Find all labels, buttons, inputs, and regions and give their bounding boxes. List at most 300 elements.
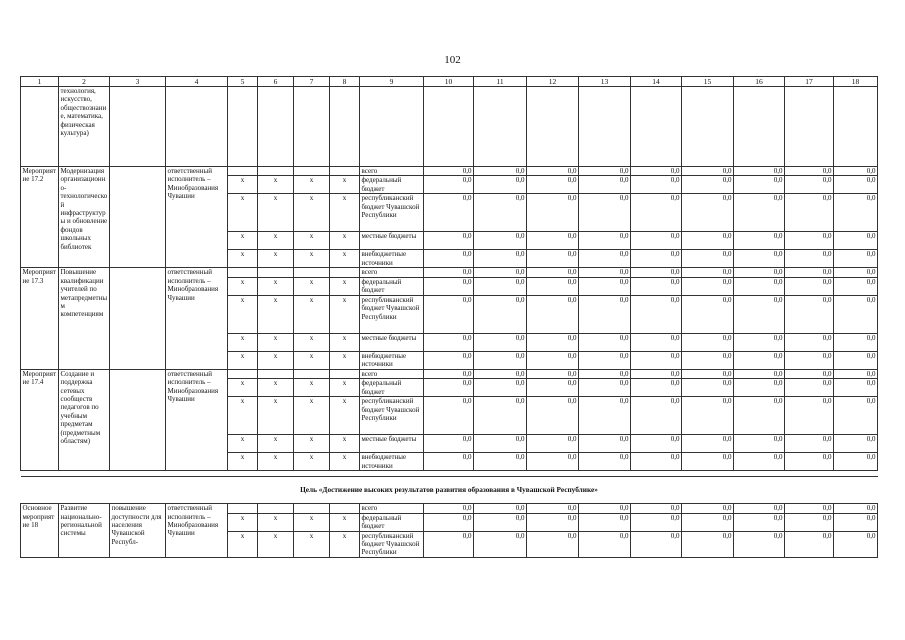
code-cell [228,369,258,378]
code-x: x [258,531,294,557]
amount-cell: 0,0 [734,513,785,531]
amount-cell: 0,0 [474,513,527,531]
amount-cell: 0,0 [734,194,785,232]
empty-cell [834,87,878,167]
code-cell [294,268,330,277]
code-x: x [330,277,360,295]
amount-cell: 0,0 [474,453,527,471]
code-x: x [330,232,360,250]
code-x: x [258,333,294,351]
code-x: x [258,397,294,435]
amount-cell: 0,0 [785,167,834,176]
code-cell [228,167,258,176]
amount-cell: 0,0 [527,397,579,435]
empty-cell [110,87,166,167]
code-x: x [258,513,294,531]
amount-cell: 0,0 [734,232,785,250]
amount-cell: 0,0 [579,194,631,232]
code-x: x [294,176,330,194]
amount-cell: 0,0 [631,333,682,351]
column-number: 14 [631,77,682,87]
amount-cell: 0,0 [834,277,878,295]
funding-source: всего [360,369,424,378]
amount-cell: 0,0 [631,194,682,232]
amount-cell: 0,0 [734,351,785,369]
code-x: x [258,435,294,453]
amount-cell: 0,0 [474,369,527,378]
code-x: x [258,250,294,268]
code-x: x [330,351,360,369]
code-cell [294,167,330,176]
column-number-row [21,77,878,87]
funding-source: местные бюджеты [360,333,424,351]
amount-cell: 0,0 [579,167,631,176]
column-number: 2 [59,77,110,87]
code-x: x [294,295,330,333]
amount-cell: 0,0 [834,167,878,176]
amount-cell: 0,0 [834,176,878,194]
amount-cell: 0,0 [631,351,682,369]
amount-cell: 0,0 [785,333,834,351]
amount-cell: 0,0 [682,333,734,351]
amount-cell: 0,0 [424,194,474,232]
amount-cell: 0,0 [474,250,527,268]
amount-cell: 0,0 [424,435,474,453]
amount-cell: 0,0 [474,232,527,250]
amount-cell: 0,0 [785,277,834,295]
amount-cell: 0,0 [579,333,631,351]
amount-cell: 0,0 [527,531,579,557]
event-code: Мероприятие 17.4 [21,369,59,470]
code-x: x [294,435,330,453]
code-x: x [330,176,360,194]
code-x: x [228,435,258,453]
goal-row [21,477,878,504]
event-source-row [21,268,878,277]
amount-cell: 0,0 [682,513,734,531]
amount-cell: 0,0 [579,268,631,277]
funding-source: всего [360,504,424,513]
code-x: x [330,435,360,453]
amount-cell: 0,0 [424,513,474,531]
amount-cell: 0,0 [785,513,834,531]
event-col3 [110,268,166,369]
code-x: x [294,250,330,268]
column-number: 9 [360,77,424,87]
amount-cell: 0,0 [734,250,785,268]
code-cell [228,504,258,513]
event-col3 [110,167,166,268]
amount-cell: 0,0 [631,250,682,268]
amount-cell: 0,0 [682,397,734,435]
amount-cell: 0,0 [474,435,527,453]
amount-cell: 0,0 [631,513,682,531]
amount-cell: 0,0 [682,250,734,268]
amount-cell: 0,0 [734,379,785,397]
budget-table [20,76,878,558]
empty-cell [631,87,682,167]
amount-cell: 0,0 [834,194,878,232]
amount-cell: 0,0 [527,351,579,369]
funding-source: внебюджетные источники [360,250,424,268]
amount-cell: 0,0 [579,232,631,250]
funding-source: республиканский бюджет Чувашской Республики [360,295,424,333]
code-x: x [294,194,330,232]
amount-cell: 0,0 [631,176,682,194]
amount-cell: 0,0 [527,194,579,232]
code-x: x [228,277,258,295]
amount-cell: 0,0 [785,232,834,250]
code-x: x [330,250,360,268]
amount-cell: 0,0 [474,379,527,397]
code-cell [258,504,294,513]
event-code: Основное мероприятие 18 [21,504,59,558]
amount-cell: 0,0 [734,333,785,351]
amount-cell: 0,0 [682,167,734,176]
amount-cell: 0,0 [424,277,474,295]
code-x: x [294,397,330,435]
amount-cell: 0,0 [579,397,631,435]
code-x: x [294,277,330,295]
amount-cell: 0,0 [785,369,834,378]
amount-cell: 0,0 [682,295,734,333]
amount-cell: 0,0 [527,369,579,378]
code-cell [21,87,59,167]
code-x: x [258,277,294,295]
funding-source: федеральный бюджет [360,176,424,194]
amount-cell: 0,0 [631,397,682,435]
code-x: x [228,351,258,369]
amount-cell: 0,0 [734,531,785,557]
event-name: Модернизация организационно-технологической инфраструктуры и обновление фондов школьных библиотек [59,167,110,268]
code-cell [330,369,360,378]
empty-cell [424,87,474,167]
code-cell [258,268,294,277]
amount-cell: 0,0 [785,531,834,557]
empty-cell [258,87,294,167]
amount-cell: 0,0 [474,333,527,351]
amount-cell: 0,0 [474,397,527,435]
amount-cell: 0,0 [424,232,474,250]
code-x: x [330,333,360,351]
code-x: x [294,531,330,557]
amount-cell: 0,0 [474,351,527,369]
amount-cell: 0,0 [474,176,527,194]
amount-cell: 0,0 [682,504,734,513]
amount-cell: 0,0 [579,504,631,513]
amount-cell: 0,0 [785,453,834,471]
amount-cell: 0,0 [527,435,579,453]
code-x: x [228,295,258,333]
code-x: x [228,232,258,250]
amount-cell: 0,0 [527,277,579,295]
column-number: 6 [258,77,294,87]
amount-cell: 0,0 [734,369,785,378]
funding-source: федеральный бюджет [360,379,424,397]
amount-cell: 0,0 [734,277,785,295]
amount-cell: 0,0 [631,435,682,453]
amount-cell: 0,0 [785,250,834,268]
name-cell: технология, искусство, обществознание, математика, физическая культура) [59,87,110,167]
event-source-row [21,504,878,513]
amount-cell: 0,0 [579,379,631,397]
amount-cell: 0,0 [834,295,878,333]
amount-cell: 0,0 [834,397,878,435]
column-number: 3 [110,77,166,87]
amount-cell: 0,0 [424,351,474,369]
amount-cell: 0,0 [424,379,474,397]
amount-cell: 0,0 [579,531,631,557]
amount-cell: 0,0 [682,379,734,397]
amount-cell: 0,0 [834,351,878,369]
column-number: 7 [294,77,330,87]
column-number: 13 [579,77,631,87]
code-cell [258,369,294,378]
amount-cell: 0,0 [682,232,734,250]
amount-cell: 0,0 [785,268,834,277]
empty-cell [527,87,579,167]
amount-cell: 0,0 [682,277,734,295]
amount-cell: 0,0 [631,277,682,295]
amount-cell: 0,0 [579,453,631,471]
column-number: 8 [330,77,360,87]
amount-cell: 0,0 [474,268,527,277]
event-name: Повышение квалификации учителей по метапредметным компетенциям [59,268,110,369]
column-number: 4 [166,77,228,87]
amount-cell: 0,0 [734,504,785,513]
amount-cell: 0,0 [424,333,474,351]
amount-cell: 0,0 [834,379,878,397]
code-x: x [228,333,258,351]
code-x: x [294,351,330,369]
amount-cell: 0,0 [834,435,878,453]
amount-cell: 0,0 [785,397,834,435]
funding-source: внебюджетные источники [360,351,424,369]
code-x: x [258,379,294,397]
event-code: Мероприятие 17.2 [21,167,59,268]
funding-source: республиканский бюджет Чувашской Республики [360,397,424,435]
funding-source: федеральный бюджет [360,277,424,295]
amount-cell: 0,0 [474,295,527,333]
funding-source: внебюджетные источники [360,453,424,471]
code-x: x [258,351,294,369]
amount-cell: 0,0 [631,369,682,378]
responsible-executor: ответственный исполнитель – Минобразования Чувашии [166,167,228,268]
empty-cell [228,87,258,167]
responsible-executor: ответственный исполнитель – Минобразования Чувашии [166,268,228,369]
code-x: x [228,397,258,435]
code-x: x [228,379,258,397]
code-x: x [228,176,258,194]
event-source-row [21,369,878,378]
code-x: x [330,295,360,333]
event-col3 [110,369,166,470]
event-col3: повышение доступности для населения Чувашской Республ- [110,504,166,558]
code-x: x [330,513,360,531]
code-cell [294,369,330,378]
amount-cell: 0,0 [834,232,878,250]
amount-cell: 0,0 [527,268,579,277]
amount-cell: 0,0 [785,176,834,194]
empty-cell [579,87,631,167]
amount-cell: 0,0 [424,504,474,513]
amount-cell: 0,0 [527,176,579,194]
amount-cell: 0,0 [474,194,527,232]
code-x: x [330,453,360,471]
column-number: 16 [734,77,785,87]
amount-cell: 0,0 [474,167,527,176]
amount-cell: 0,0 [682,453,734,471]
column-number: 11 [474,77,527,87]
amount-cell: 0,0 [682,194,734,232]
code-x: x [228,513,258,531]
amount-cell: 0,0 [527,250,579,268]
amount-cell: 0,0 [527,453,579,471]
amount-cell: 0,0 [527,513,579,531]
event-name: Создание и поддержка сетевых сообществ педагогов по учебным предметам (предметным областям) [59,369,110,470]
amount-cell: 0,0 [631,268,682,277]
funding-source: республиканский бюджет Чувашской Республики [360,194,424,232]
amount-cell: 0,0 [579,435,631,453]
amount-cell: 0,0 [527,295,579,333]
amount-cell: 0,0 [785,351,834,369]
amount-cell: 0,0 [631,504,682,513]
code-cell [258,167,294,176]
amount-cell: 0,0 [424,453,474,471]
amount-cell: 0,0 [785,194,834,232]
amount-cell: 0,0 [631,167,682,176]
amount-cell: 0,0 [734,453,785,471]
amount-cell: 0,0 [834,268,878,277]
amount-cell: 0,0 [424,167,474,176]
code-x: x [258,194,294,232]
amount-cell: 0,0 [474,504,527,513]
column-number: 10 [424,77,474,87]
amount-cell: 0,0 [527,504,579,513]
amount-cell: 0,0 [579,277,631,295]
funding-source: всего [360,268,424,277]
event-source-row [21,167,878,176]
code-cell [330,167,360,176]
amount-cell: 0,0 [734,268,785,277]
code-x: x [330,531,360,557]
goal-title: Цель «Достижение высоких результатов развития образования в Чувашской Республике» [21,477,878,504]
code-x: x [294,513,330,531]
amount-cell: 0,0 [527,333,579,351]
amount-cell: 0,0 [682,176,734,194]
amount-cell: 0,0 [785,435,834,453]
amount-cell: 0,0 [734,435,785,453]
amount-cell: 0,0 [734,397,785,435]
code-x: x [294,333,330,351]
amount-cell: 0,0 [834,453,878,471]
code-x: x [294,453,330,471]
amount-cell: 0,0 [682,369,734,378]
amount-cell: 0,0 [631,295,682,333]
amount-cell: 0,0 [527,232,579,250]
code-x: x [258,453,294,471]
amount-cell: 0,0 [424,268,474,277]
code-cell [330,268,360,277]
code-x: x [258,232,294,250]
amount-cell: 0,0 [424,397,474,435]
amount-cell: 0,0 [579,513,631,531]
amount-cell: 0,0 [579,250,631,268]
empty-cell [330,87,360,167]
empty-cell [294,87,330,167]
amount-cell: 0,0 [682,351,734,369]
amount-cell: 0,0 [734,176,785,194]
column-number: 18 [834,77,878,87]
empty-cell [474,87,527,167]
code-x: x [228,194,258,232]
amount-cell: 0,0 [785,295,834,333]
code-cell [330,504,360,513]
code-x: x [294,232,330,250]
code-x: x [228,250,258,268]
code-x: x [228,531,258,557]
amount-cell: 0,0 [834,504,878,513]
code-x: x [228,453,258,471]
amount-cell: 0,0 [834,333,878,351]
amount-cell: 0,0 [527,379,579,397]
responsible-executor: ответственный исполнитель – Минобразования Чувашии [166,369,228,470]
code-x: x [258,295,294,333]
amount-cell: 0,0 [424,250,474,268]
amount-cell: 0,0 [527,167,579,176]
amount-cell: 0,0 [734,167,785,176]
page-number: 102 [444,54,461,66]
amount-cell: 0,0 [834,369,878,378]
empty-cell [360,87,424,167]
amount-cell: 0,0 [424,531,474,557]
amount-cell: 0,0 [834,513,878,531]
column-number: 5 [228,77,258,87]
column-number: 15 [682,77,734,87]
amount-cell: 0,0 [424,176,474,194]
responsible-executor: ответственный исполнитель – Минобразования Чувашии [166,504,228,558]
code-cell [294,504,330,513]
amount-cell: 0,0 [682,531,734,557]
amount-cell: 0,0 [424,295,474,333]
funding-source: федеральный бюджет [360,513,424,531]
amount-cell: 0,0 [631,232,682,250]
amount-cell: 0,0 [834,250,878,268]
amount-cell: 0,0 [579,351,631,369]
code-x: x [330,379,360,397]
amount-cell: 0,0 [631,379,682,397]
amount-cell: 0,0 [579,176,631,194]
amount-cell: 0,0 [474,277,527,295]
empty-cell [734,87,785,167]
empty-cell [682,87,734,167]
amount-cell: 0,0 [579,369,631,378]
code-x: x [330,397,360,435]
code-cell [228,268,258,277]
empty-cell [166,87,228,167]
column-number: 1 [21,77,59,87]
amount-cell: 0,0 [579,295,631,333]
funding-source: республиканский бюджет Чувашской Республики [360,531,424,557]
column-number: 12 [527,77,579,87]
amount-cell: 0,0 [682,268,734,277]
amount-cell: 0,0 [424,369,474,378]
event-name: Развитие национально-региональной системы [59,504,110,558]
amount-cell: 0,0 [834,531,878,557]
column-number: 17 [785,77,834,87]
code-x: x [294,379,330,397]
funding-source: местные бюджеты [360,435,424,453]
